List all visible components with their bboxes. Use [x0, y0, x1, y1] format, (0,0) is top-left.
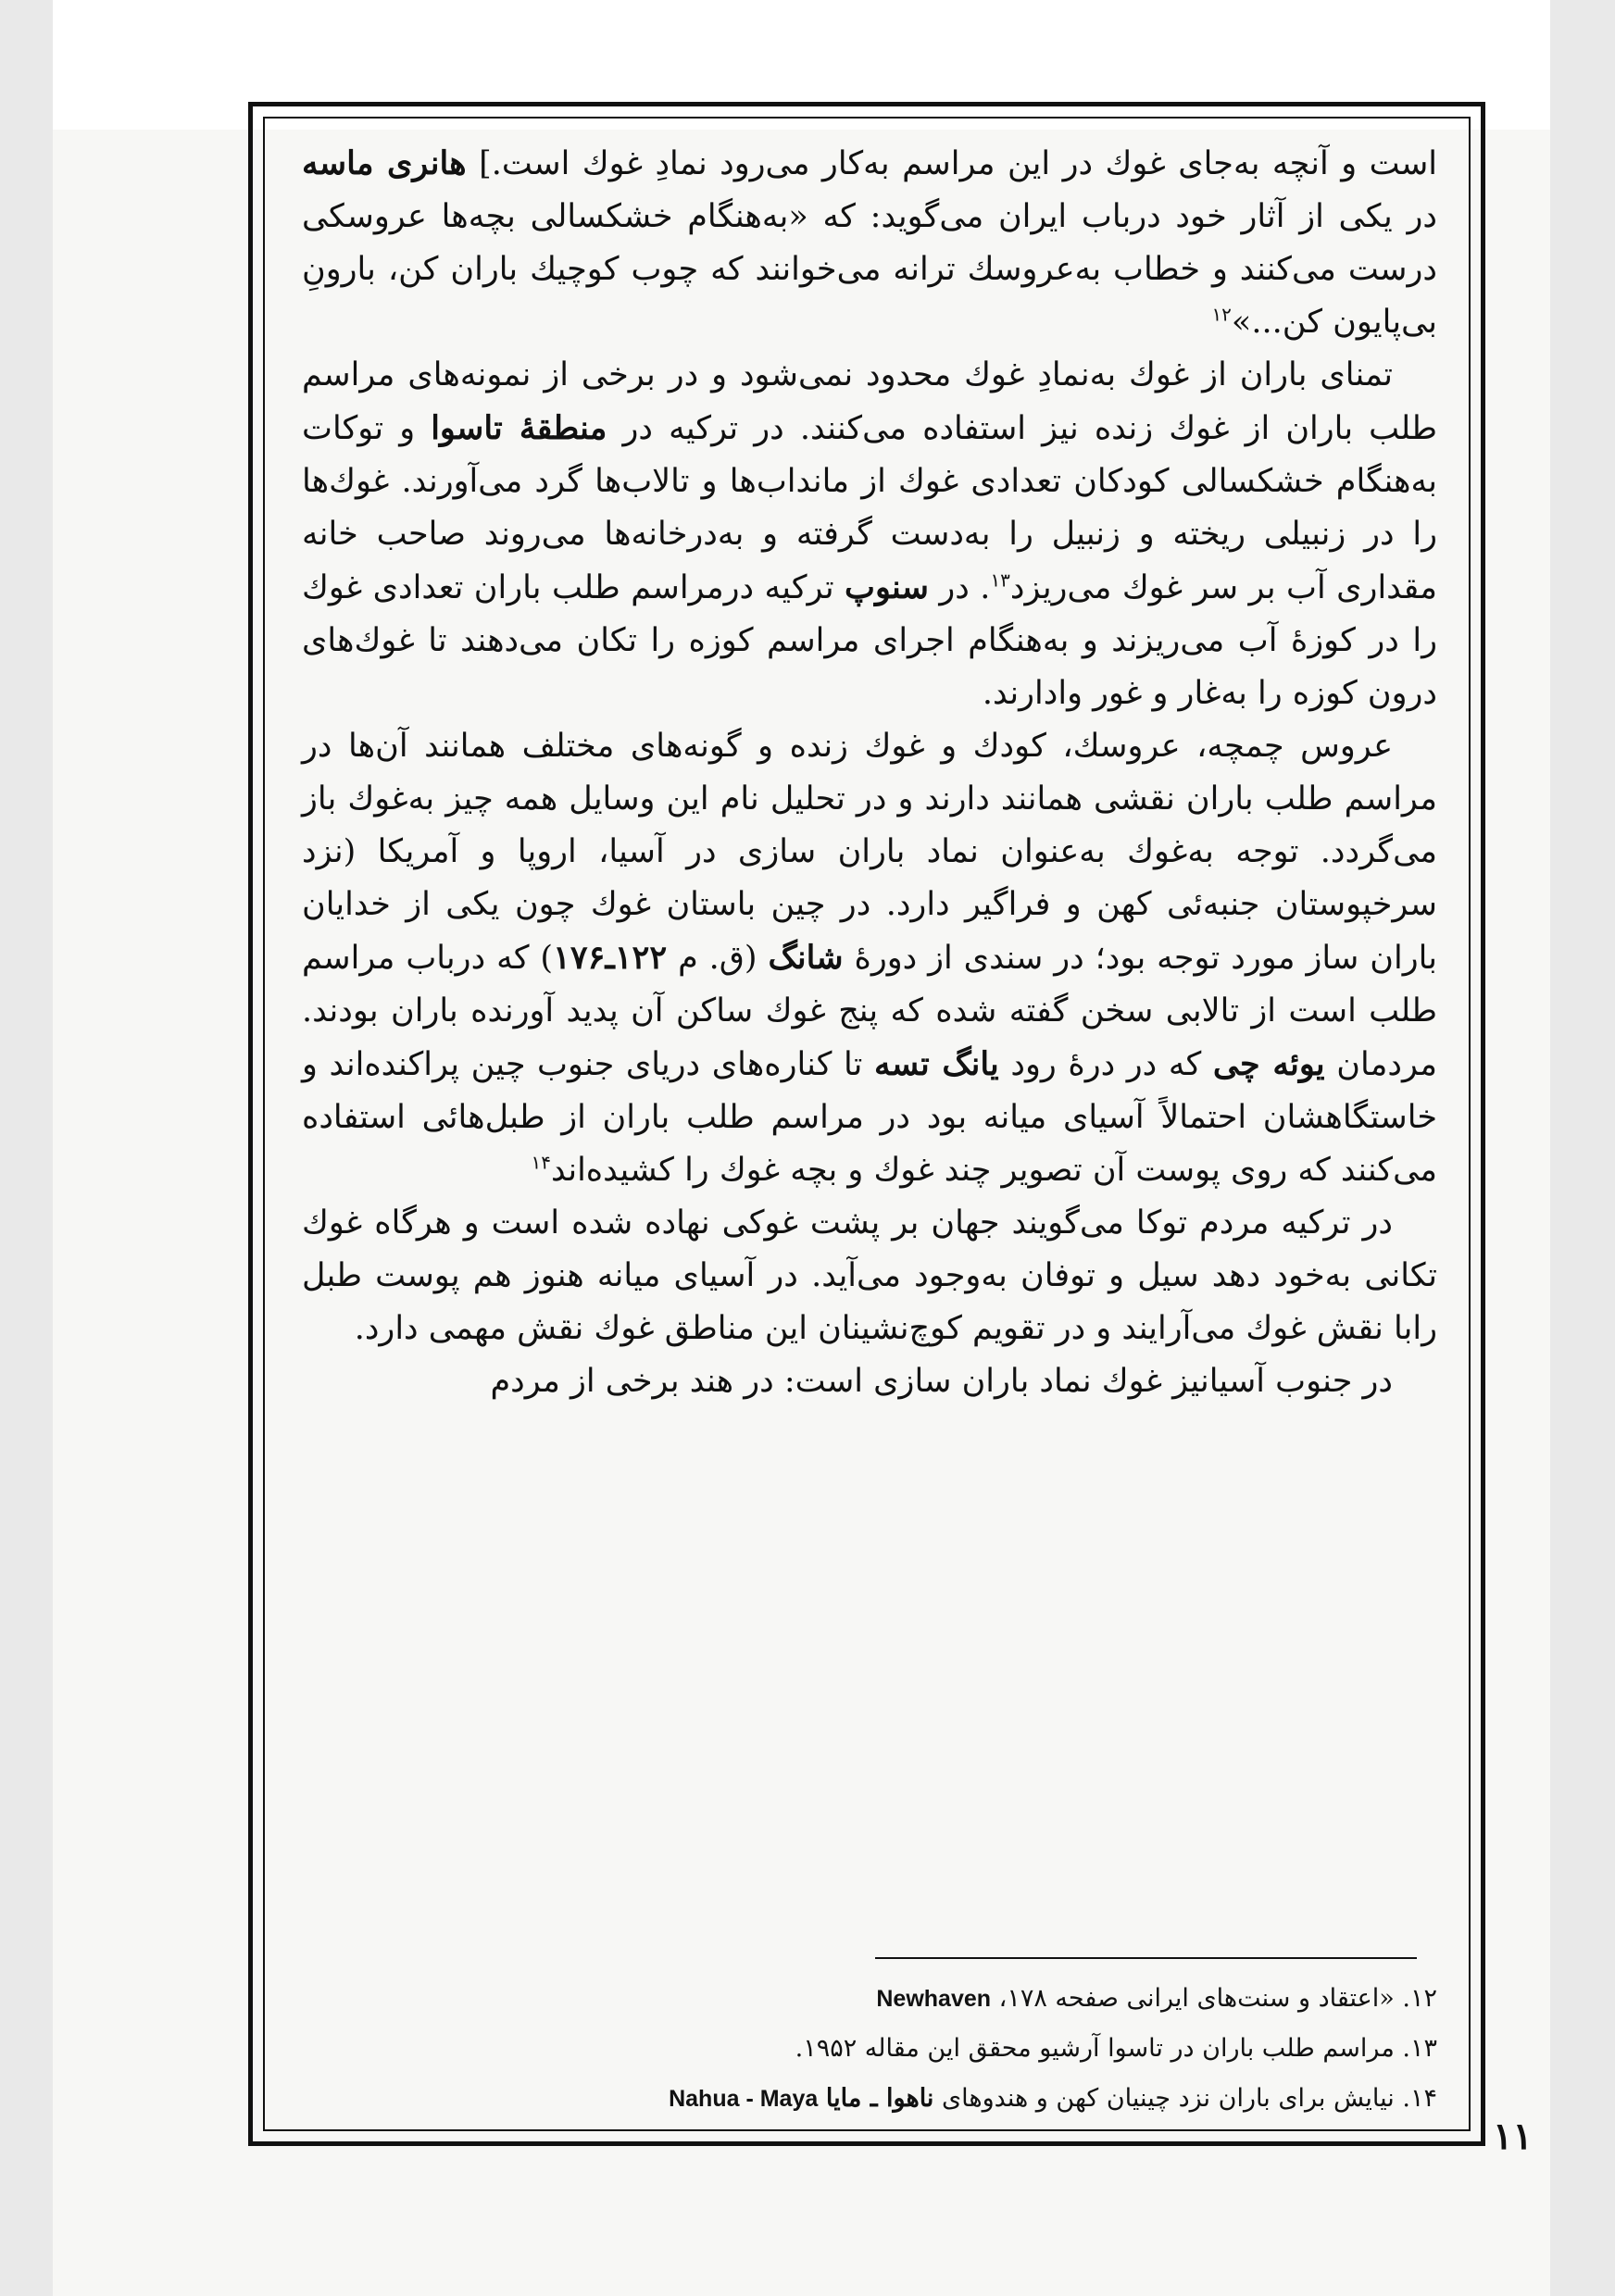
paragraph-1	[302, 137, 1437, 349]
paragraph-3-text-d: تا کناره‌های دریای جنوب چین پراکنده‌اند و خاستگاهشان احتمالاً آسیای میانه بود در مراسم طلب باران از طبل‌هائی استفاده می‌کنند که روی پوست آن تصویر چند غوك و بچه غوك را کشیده‌اند	[302, 1046, 1437, 1189]
paragraph-2-text-b: . در	[928, 569, 991, 606]
footnote-13-text: مراسم طلب باران در تاسوا آرشیو محقق این مقاله ۱۹۵۲.	[795, 2034, 1395, 2063]
paragraph-2-text-a: و توکات به‌هنگام خشکسالی کودکان تعدادی غوك از مانداب‌ها و تالاب‌ها گرد می‌آورند. غوك‌ها را در زنبیلی ریخته و زنبیل را به‌دست گرفته و به‌درخانه‌ها می‌روند صاحب خانه مقداری آب بر سر غوك می‌ریزد	[302, 410, 1437, 606]
footnote-14-number: ۱۴.	[1402, 2084, 1437, 2113]
footnote-separator	[875, 1957, 1417, 1959]
footnote-13-number: ۱۳.	[1402, 2034, 1437, 2063]
footnote-ref-13: ۱۳	[990, 568, 1010, 592]
place-sinop: سنوپ	[845, 568, 929, 606]
paragraph-2	[302, 349, 1437, 720]
body-text	[302, 137, 1437, 2118]
people-yuezhi: یوئه چی	[1212, 1045, 1325, 1083]
paragraph-5: در جنوب آسیانیز غوك نماد باران سازی است: در هند برخی از مردم	[490, 1363, 1393, 1400]
paragraph-2-text-c: ترکیه درمراسم طلب باران تعدادی غوك را در کوزهٔ آب می‌ریزند و به‌هنگام اجرای مراسم کوزه را تکان می‌دهند تا غوك‌های درون کوزه را به‌غار و غور وادارند.	[302, 569, 1437, 712]
paragraph-3-text-a: (ق. م	[667, 940, 769, 977]
footnote-ref-12: ۱۲	[1211, 303, 1232, 326]
paragraph-3	[302, 720, 1437, 1197]
footnote-ref-14: ۱۴	[531, 1151, 551, 1174]
footnote-14	[302, 2074, 1437, 2124]
paragraph-1-opening: است و آنچه به‌جای غوك در این مراسم به‌کار می‌رود نمادِ غوك است.]	[479, 145, 1437, 182]
footnote-14-text: نیایش برای باران نزد چینیان کهن و هندوهای	[933, 2084, 1395, 2113]
person-name-henri-masse: هانری ماسه	[302, 144, 467, 182]
river-yangtze: یانگ تسه	[873, 1045, 999, 1083]
dates-range: ۱۲۲ـ۱۷۶	[553, 939, 668, 977]
footnotes	[302, 1974, 1437, 2124]
paragraph-2-opening: تمنای باران از غوك به‌نمادِ غوك محدود نمی‌شود و در برخی از نمونه‌های مراسم طلب باران از غوك زنده نیز استفاده می‌کنند. در ترکیه در	[302, 356, 1437, 447]
footnote-14-latin: Nahua - Maya	[669, 2086, 819, 2112]
footnote-12	[302, 1974, 1437, 2024]
paragraph-3-text-b: ) که درباب مراسم طلب است از تالابی سخن گفته شده که پنج غوك ساکن آن پدید آورنده باران بودند. مردمان	[302, 940, 1438, 1083]
footnote-12-number: ۱۲.	[1402, 1984, 1437, 2013]
dynasty-shang: شانگ	[768, 939, 844, 977]
paragraph-3-opening: عروس چمچه، عروسك، کودك و غوك زنده و گونه‌های مختلف همانند آن‌ها در مراسم طلب باران نقشی همانند دارند و در تحلیل نام این وسایل همه چیز به‌غوك باز می‌گردد. توجه به‌غوك به‌عنوان نماد باران سازی در آسیا، اروپا و آمریکا (نزد سرخپوستان جنبه‌ئی کهن و فراگیر دارد. در چین باستان غوك چون یکی از خدایان باران ساز مورد توجه بود؛ در سندی از دورهٔ	[302, 728, 1437, 977]
page-number: ۱۱	[1493, 2115, 1533, 2158]
place-tasova: منطقهٔ تاسوا	[431, 409, 607, 447]
paragraph-3-text-c: که در درهٔ رود	[998, 1046, 1213, 1083]
footnote-12-latin: Newhaven	[876, 1986, 992, 2012]
footnote-12-text: «اعتقاد و سنت‌های ایرانی صفحه ۱۷۸،	[991, 1984, 1395, 2013]
footnote-14-bold: ناهوا ـ مایا	[825, 2084, 934, 2113]
paragraph-1-text: در یکی از آثار خود درباب ایران می‌گوید: که «به‌هنگام خشکسالی بچه‌ها عروسکی درست می‌کنند و خطاب به‌عروسك ترانه می‌خوانند که چوب کوچیك باران کن، بارونِ بی‌پایون کن...»	[302, 198, 1437, 341]
paragraph-4: در ترکیه مردم توکا می‌گویند جهان بر پشت غوکی نهاده شده است و هرگاه غوك تکانی به‌خود دهد سیل و توفان به‌وجود می‌آید. در آسیای میانه هنوز هم پوست طبل رابا نقش غوك می‌آرایند و در تقویم کوچ‌نشینان این مناطق غوك نقش مهمی دارد.	[302, 1204, 1437, 1347]
footnote-13	[302, 2024, 1437, 2074]
